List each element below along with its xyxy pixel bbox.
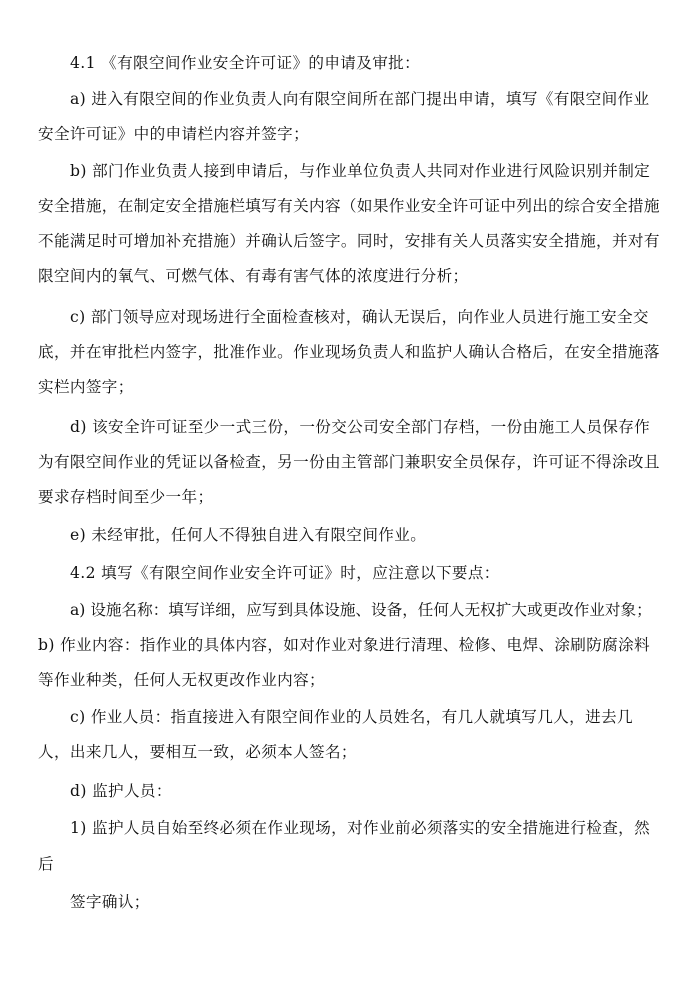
section-4-1-item-a: a) 进入有限空间的作业负责人向有限空间所在部门提出申请，填写《有限空间作业安全许可证》中的申请栏内容并签字； [38, 90, 650, 143]
section-4-2-item-c: c) 作业人员：指直接进入有限空间作业的人员姓名，有几人就填写几人，进去几人，出来几人，要相互一致，必须本人签名； [38, 708, 633, 761]
section-4-2-item-d1-line1: 1) 监护人员自始至终必须在作业现场，对作业前必须落实的安全措施进行检查，然 [70, 819, 651, 837]
section-4-2-item-b: b) 作业内容：指作业的具体内容，如对作业对象进行清理、检修、电焊、涂刷防腐涂料等作业种类，任何人无权更改作业内容； [38, 636, 650, 689]
section-4-1-item-e: e) 未经审批，任何人不得独自进入有限空间作业。 [70, 526, 427, 544]
section-4-2-item-d1-line3: 签字确认； [70, 893, 150, 911]
section-4-1-item-c: c) 部门领导应对现场进行全面检查核对，确认无误后，向作业人员进行施工安全交底，并在审批栏内签字，批准作业。作业现场负责人和监护人确认合格后，在安全措施落实栏内签字； [38, 308, 660, 396]
section-4-2-item-a: a) 设施名称：填写详细，应写到具体设施、设备，任何人无权扩大或更改作业对象； [70, 601, 652, 619]
section-4-2-item-d1-line2: 后 [38, 855, 54, 873]
section-4-1-item-b: b) 部门作业负责人接到申请后，与作业单位负责人共同对作业进行风险识别并制定安全措施，在制定安全措施栏填写有关内容（如果作业安全许可证中列出的综合安全措施不能满足时可增加补充措施）并确认后签字。同时，安排有关人员落实安全措施，并对有限空间内的氧气、可燃气体、有毒有害气体的浓度进行分析； [38, 162, 660, 285]
section-4-1-heading: 4.1 《有限空间作业安全许可证》的申请及审批： [70, 54, 421, 72]
section-4-2-heading: 4.2 填写《有限空间作业安全许可证》时，应注意以下要点： [70, 564, 500, 582]
section-4-2-item-d: d) 监护人员： [70, 782, 172, 800]
section-4-1-item-d: d) 该安全许可证至少一式三份，一份交公司安全部门存档，一份由施工人员保存作为有限空间作业的凭证以备检查，另一份由主管部门兼职安全员保存，许可证不得涂改且要求存档时间至少一年； [38, 418, 660, 506]
